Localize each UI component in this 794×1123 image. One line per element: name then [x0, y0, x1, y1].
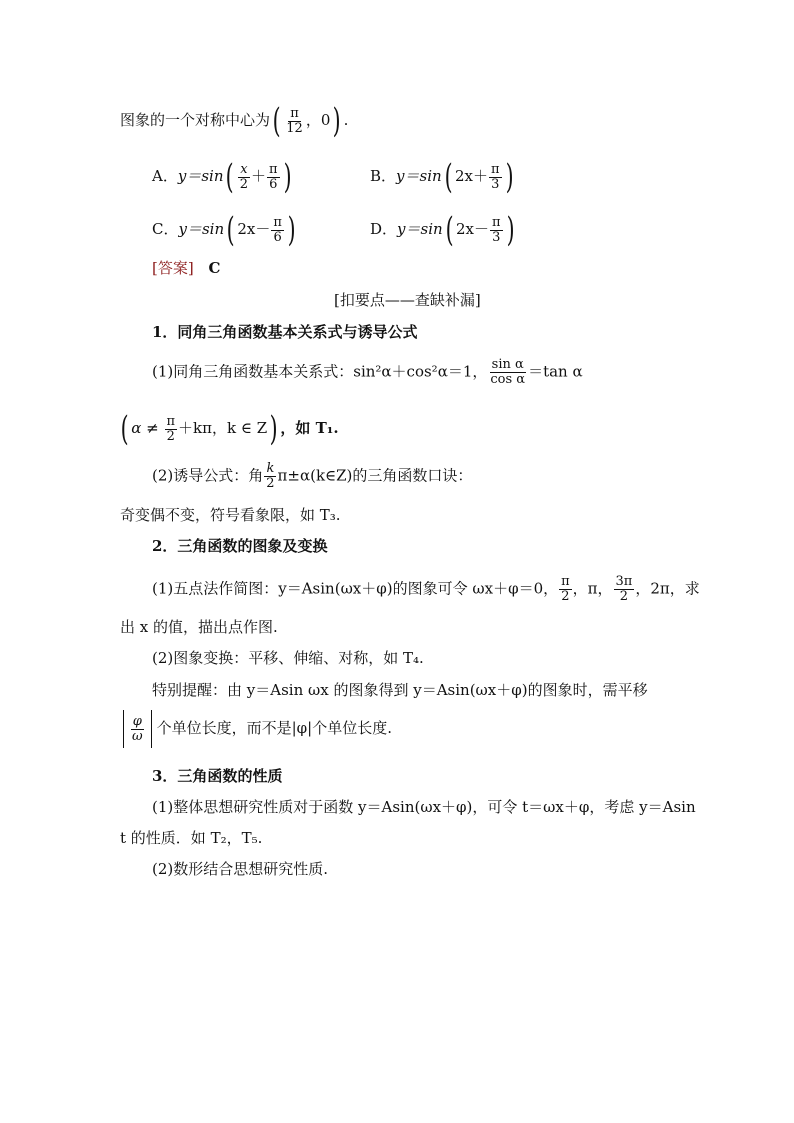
- option-a: A．y＝sin( $\frac{x}{2}$ ＋ $\frac{\pi}{6}$ ): [152, 157, 292, 197]
- s1-p2: (2)诱导公式：角 $\frac{k}{2}$ π±α(k∈Z)的三角函数口诀：: [152, 461, 473, 491]
- s1-p3: 奇变偶不变，符号看象限，如 T₃.: [120, 506, 341, 524]
- s2-p3: 特别提醒：由 y＝Asin ωx 的图象得到 y＝Asin(ωx＋φ)的图象时，需平移: [152, 681, 648, 699]
- s2-p2: (2)图象变换：平移、伸缩、对称，如 T₄.: [152, 649, 424, 667]
- s1-p1: (1)同角三角函数基本关系式：sin²α＋cos²α＝1， $\frac{\text{sin α}}{\text{cos α}}$ ＝tan α: [152, 357, 583, 387]
- s2-p1: (1)五点法作简图：y＝Asin(ωx＋φ)的图象可令 ωx＋φ＝0， $\frac{\pi}{2}$ ，π， $\frac{3\pi}{2}$ ，2π，求: [152, 574, 700, 604]
- answer-line: [152, 258, 220, 278]
- option-d: D．y＝sin( 2x－ $\frac{\pi}{3}$ ): [370, 210, 515, 250]
- answer-label: [答案]: [152, 259, 194, 277]
- s3-p1: (1)整体思想研究性质对于函数 y＝Asin(ωx＋φ)，可令 t＝ωx＋φ，考虑 y＝Asin: [152, 798, 696, 816]
- intro-line: 图象的一个对称中心为( $\frac{\pi}{12}$ ，0) .: [120, 101, 349, 141]
- section-1-heading: 1．同角三角函数基本关系式与诱导公式: [152, 323, 418, 341]
- intro-text: 图象的一个对称中心为: [120, 111, 271, 129]
- fraction: $\frac{\pi}{12}$: [286, 105, 303, 136]
- answer-value: C: [208, 259, 221, 277]
- option-b: B．y＝sin( 2x＋ $\frac{\pi}{3}$ ): [370, 157, 514, 197]
- section-title: [扣要点——查缺补漏]: [334, 291, 481, 309]
- s3-p2: (2)数形结合思想研究性质.: [152, 860, 329, 878]
- s3-p1b: t 的性质．如 T₂，T₅.: [120, 829, 263, 847]
- option-c: C．y＝sin( 2x－ $\frac{\pi}{6}$ ): [152, 210, 296, 250]
- s2-p4: $\frac{\varphi}{\omega}$ 个单位长度，而不是|φ|个单位长度.: [118, 710, 392, 748]
- section-3-heading: 3．三角函数的性质: [152, 767, 283, 785]
- s1-p1b: ( α ≠ $\frac{\pi}{2}$ ＋kπ，k ∈ Z) ，如 T₁.: [120, 409, 339, 449]
- s2-p1b: 出 x 的值，描出点作图.: [120, 618, 278, 636]
- section-2-heading: 2．三角函数的图象及变换: [152, 537, 328, 555]
